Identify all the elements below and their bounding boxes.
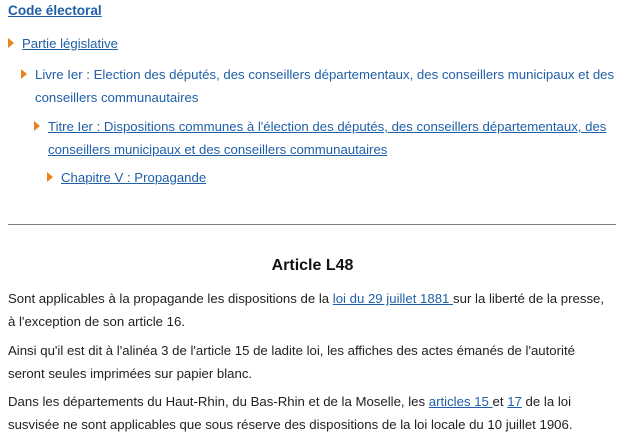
paragraph-text: Dans les départements du Haut-Rhin, du Bas-Rhin et de la Moselle, les: [8, 394, 429, 409]
article-paragraph-3: [8, 391, 612, 436]
article-paragraph-2: Ainsi qu'il est dit à l'alinéa 3 de l'article 15 de ladite loi, les affiches des actes émanés de l'autorité seront seules imprimées sur papier blanc.: [8, 343, 575, 381]
paragraph-text: de la loi susvisée ne sont applicables que sous réserve des dispositions de la loi locale du 10 juillet 1906.: [8, 394, 573, 432]
paragraph-text: sur la liberté de la presse, à l'exception de son article 16.: [8, 291, 605, 329]
section-divider: [8, 224, 616, 225]
breadcrumb-livre: [21, 63, 616, 109]
breadcrumb-titre-link[interactable]: Titre Ier : Dispositions communes à l'élection des députés, des conseillers départementaux, des conseillers municipaux et des conseillers communautaires: [48, 119, 607, 157]
breadcrumb-titre: [34, 115, 614, 161]
loi-1881-link[interactable]: loi du 29 juillet 1881: [332, 291, 454, 306]
code-title-link[interactable]: Code électoral: [8, 3, 102, 18]
chevron-right-icon: [47, 172, 53, 182]
paragraph-text: Sont applicables à la propagande les dispositions de la: [8, 291, 333, 306]
breadcrumb-chapitre-link[interactable]: Chapitre V : Propagande: [61, 170, 207, 185]
article-title: Article L48: [271, 257, 354, 274]
breadcrumb-partie-link[interactable]: Partie législative: [22, 36, 119, 51]
paragraph-text: et: [492, 394, 508, 409]
chevron-right-icon: [8, 38, 14, 48]
article-17-link[interactable]: 17: [507, 394, 522, 409]
chevron-right-icon: [21, 69, 27, 79]
breadcrumb-partie: [8, 32, 608, 55]
breadcrumb-livre-text: Livre Ier : Election des députés, des conseillers départementaux, des conseillers municipaux et des conseillers communautaires: [35, 67, 615, 105]
breadcrumb-chapitre: [47, 166, 607, 189]
chevron-right-icon: [34, 121, 40, 131]
article-paragraph-1: [8, 288, 612, 333]
article-15-link[interactable]: articles 15: [428, 394, 493, 409]
